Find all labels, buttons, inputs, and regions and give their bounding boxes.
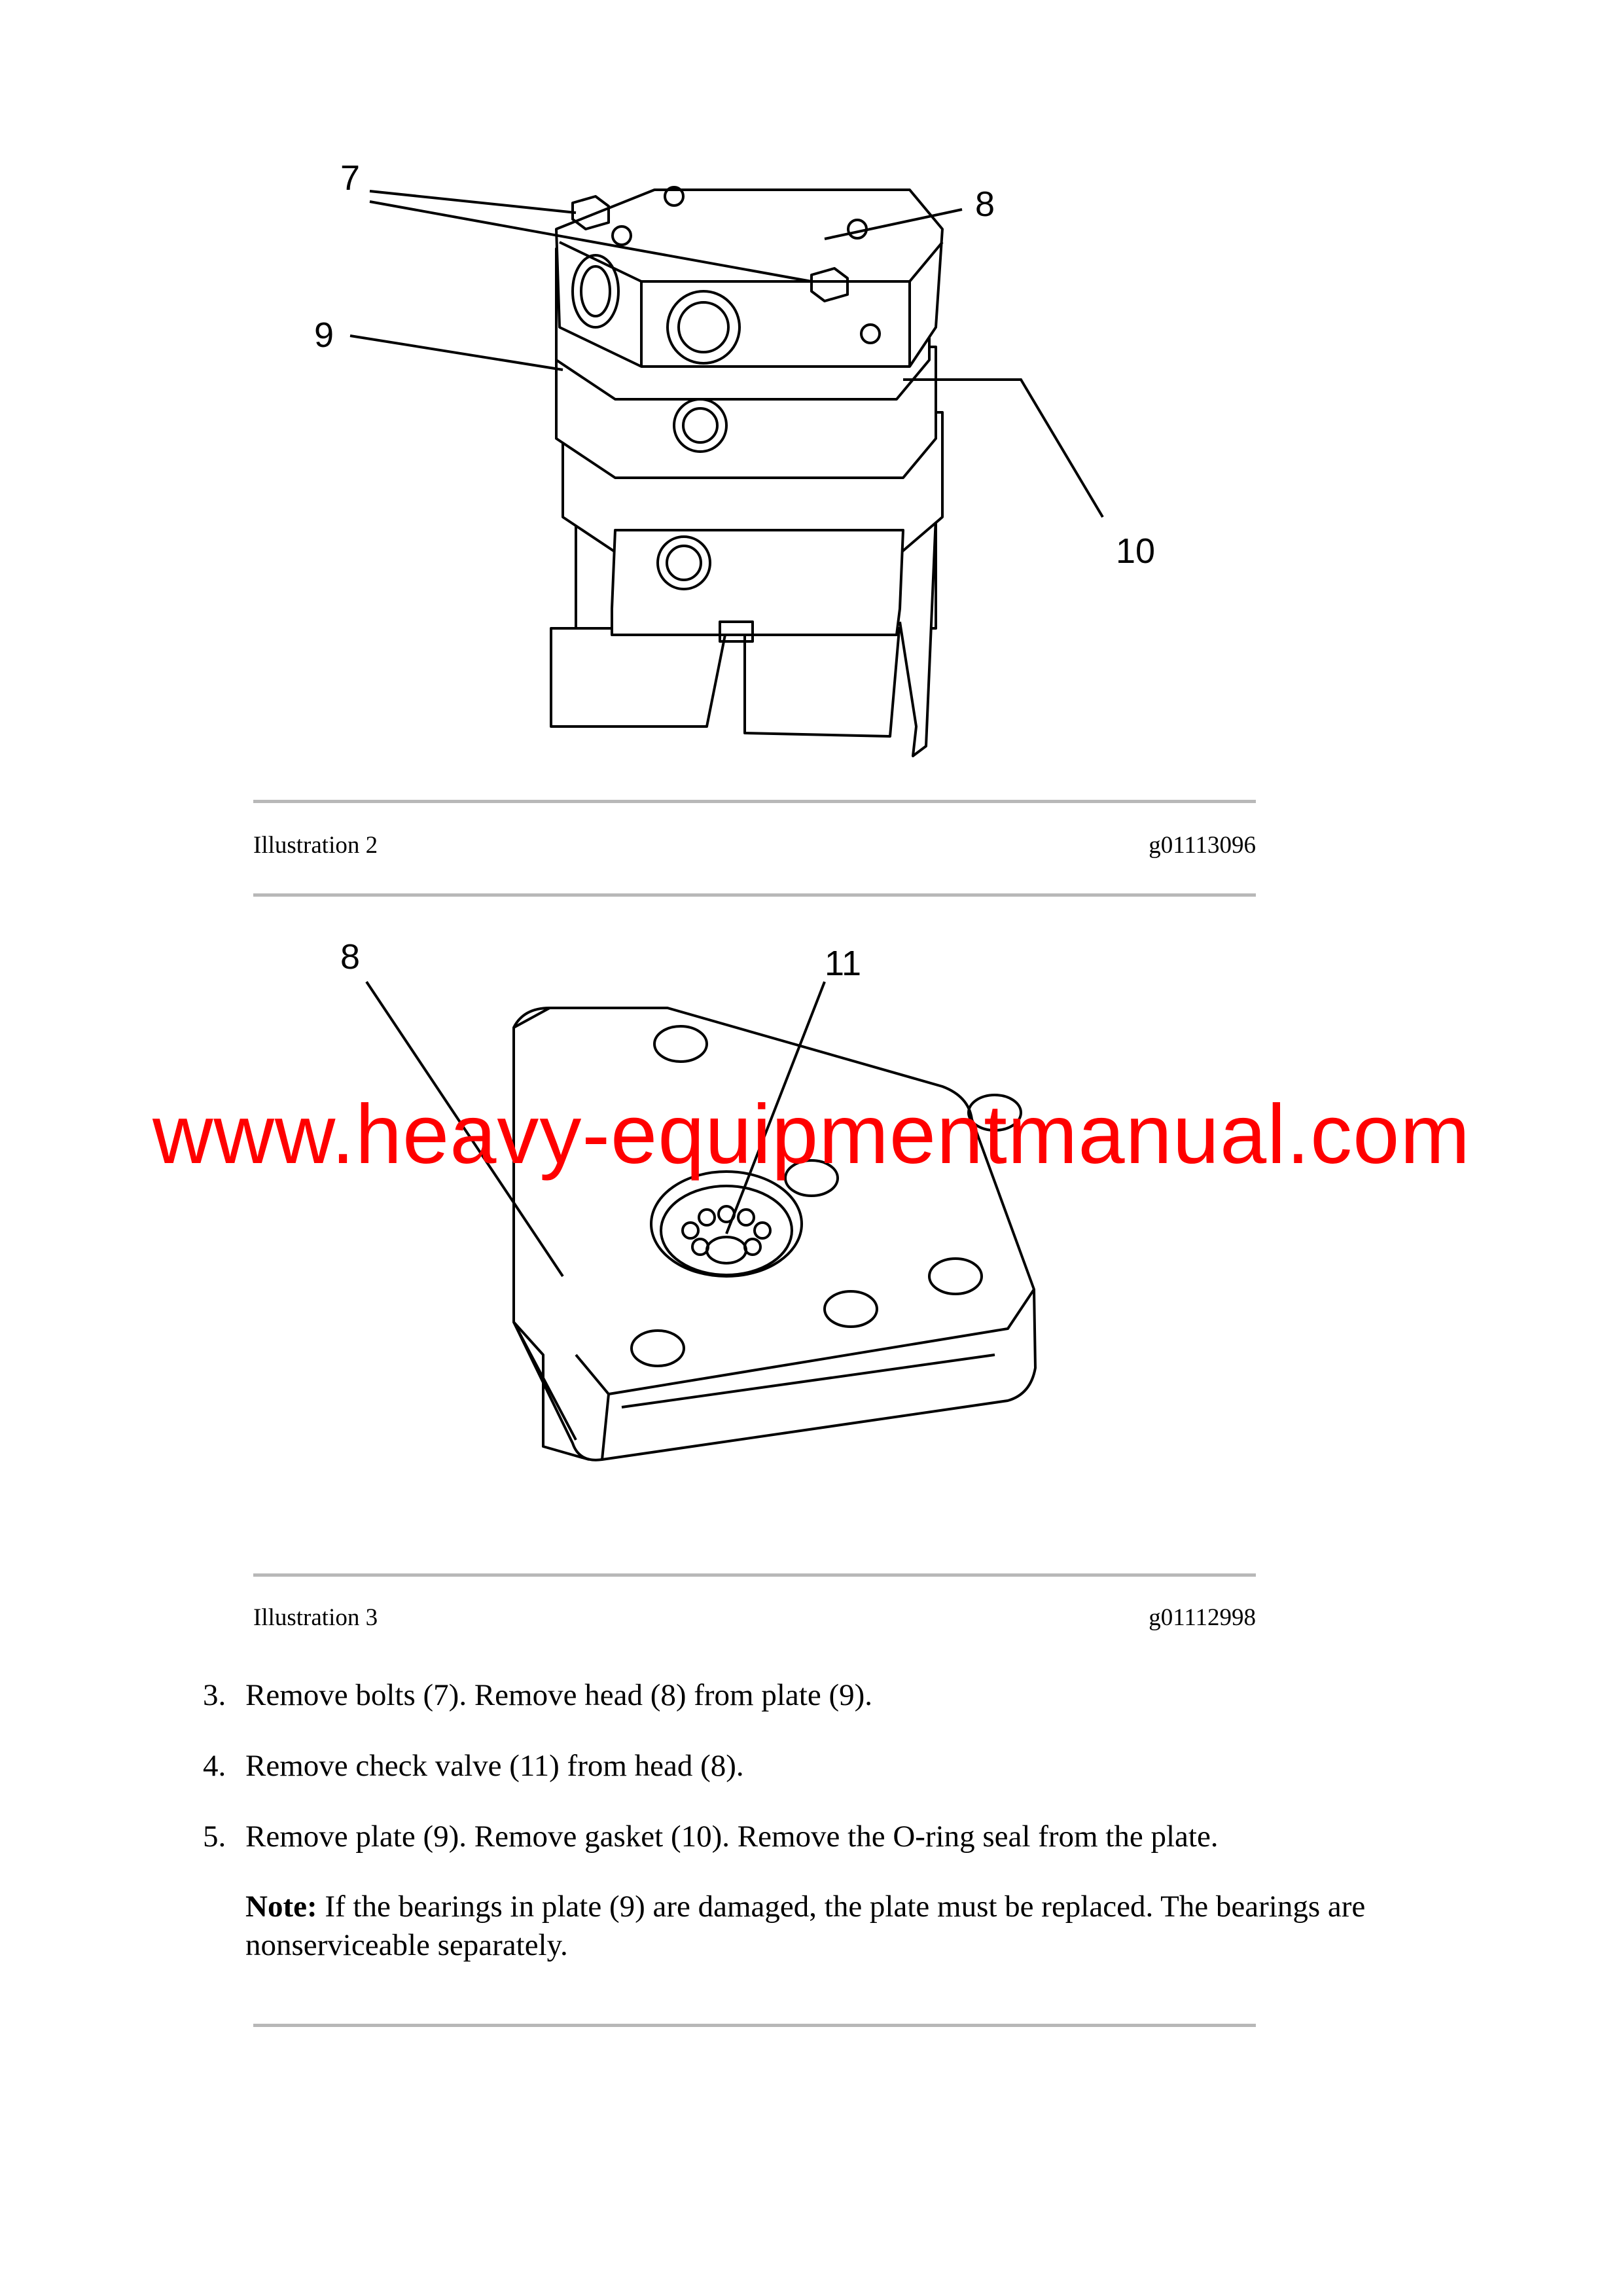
step-text: Remove bolts (7). Remove head (8) from plate (9). bbox=[245, 1678, 872, 1712]
callout-8: 8 bbox=[340, 937, 361, 977]
illustration-3-id: g01112998 bbox=[1149, 1604, 1256, 1631]
step-number: 3. bbox=[203, 1678, 226, 1712]
divider bbox=[253, 893, 1256, 897]
step-5 bbox=[203, 1817, 1446, 1856]
step-4 bbox=[203, 1746, 1446, 1785]
illustration-2-id: g01113096 bbox=[1149, 832, 1256, 859]
note bbox=[245, 1888, 1463, 1965]
callout-10: 10 bbox=[1116, 531, 1156, 571]
callout-11: 11 bbox=[825, 944, 862, 983]
divider bbox=[253, 800, 1256, 803]
illustration-3-drawing bbox=[314, 936, 1099, 1512]
divider bbox=[253, 1573, 1256, 1577]
note-label: Note: bbox=[245, 1890, 317, 1924]
watermark: www.heavy-equipmentmanual.com bbox=[152, 1088, 1471, 1181]
callout-9: 9 bbox=[314, 315, 334, 355]
callout-7: 7 bbox=[340, 158, 361, 198]
step-number: 4. bbox=[203, 1749, 226, 1783]
illustration-2-caption: Illustration 2 bbox=[253, 832, 378, 859]
step-3 bbox=[203, 1676, 1446, 1715]
illustration-2-drawing bbox=[249, 151, 1217, 779]
illustration-3-caption: Illustration 3 bbox=[253, 1604, 378, 1631]
step-text: Remove check valve (11) from head (8). bbox=[245, 1749, 744, 1783]
step-number: 5. bbox=[203, 1820, 226, 1854]
note-text: If the bearings in plate (9) are damaged, the plate must be replaced. The bearings are nonserviceable separately. bbox=[245, 1890, 1366, 1962]
divider bbox=[253, 2024, 1256, 2027]
callout-8: 8 bbox=[975, 185, 995, 224]
step-text: Remove plate (9). Remove gasket (10). Remove the O-ring seal from the plate. bbox=[245, 1820, 1219, 1854]
